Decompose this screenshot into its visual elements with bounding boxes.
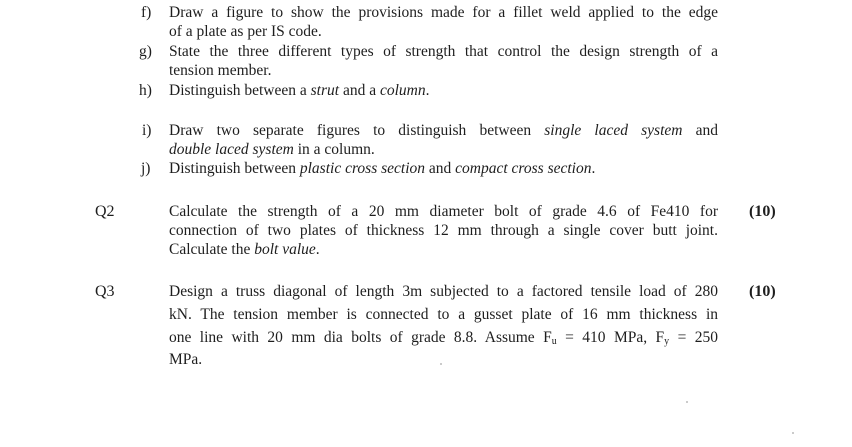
question-3-line-4: MPa. (169, 351, 203, 368)
question-2-line-2: connection of two plates of thickness 12 mm through a single cover butt joint. (169, 222, 718, 239)
question-2-number: Q2 (95, 203, 115, 220)
question-3-line-1: Design a truss diagonal of length 3m subjected to a factored tensile load of 280 (169, 283, 718, 300)
term-plastic: plastic cross section (299, 160, 426, 177)
item-g-marker: g) (139, 43, 152, 60)
item-h-line: Distinguish between a strut and a column. (169, 82, 430, 99)
question-3-line-2: kN. The tension member is connected to a gusset plate of 16 mm thickness in (169, 306, 718, 323)
question-2-marks: (10) (749, 203, 776, 220)
question-2-line-3: Calculate the bolt value. (169, 241, 320, 258)
term-bolt-value: bolt value (254, 241, 316, 258)
item-f-line-1: Draw a figure to show the provisions made for a fillet weld applied to the edge (169, 4, 718, 21)
item-j-marker: j) (141, 160, 151, 177)
term-column: column (379, 82, 426, 99)
term-single-laced: single laced system (544, 122, 683, 139)
scan-speck (440, 363, 442, 365)
term-double-laced: double laced system (169, 141, 294, 158)
question-3-line-3: one line with 20 mm dia bolts of grade 8.8. Assume $F_u = 410$ MPa, $F_y = 250$ (169, 329, 718, 347)
question-2-line-1: Calculate the strength of a 20 mm diameter bolt of grade 4.6 of Fe410 for (169, 203, 718, 220)
term-compact: compact cross section (455, 160, 592, 177)
item-i-line-1: Draw two separate figures to distinguish between single laced system and (169, 122, 718, 139)
scan-speck (792, 432, 794, 434)
item-j-line: Distinguish between plastic cross section and compact cross section. (169, 160, 596, 177)
item-g-line-2: tension member. (169, 62, 272, 79)
item-h-marker: h) (139, 82, 152, 99)
term-strut: strut (310, 82, 340, 99)
item-f-line-2: of a plate as per IS code. (169, 23, 322, 40)
question-3-marks: (10) (749, 283, 776, 300)
item-i-marker: i) (142, 122, 152, 139)
item-i-line-2: double laced system in a column. (169, 141, 375, 158)
item-g-line-1: State the three different types of strength that control the design strength of a (169, 43, 718, 60)
item-f-marker: f) (141, 4, 152, 21)
question-3-number: Q3 (95, 283, 115, 300)
scan-speck (686, 401, 688, 403)
